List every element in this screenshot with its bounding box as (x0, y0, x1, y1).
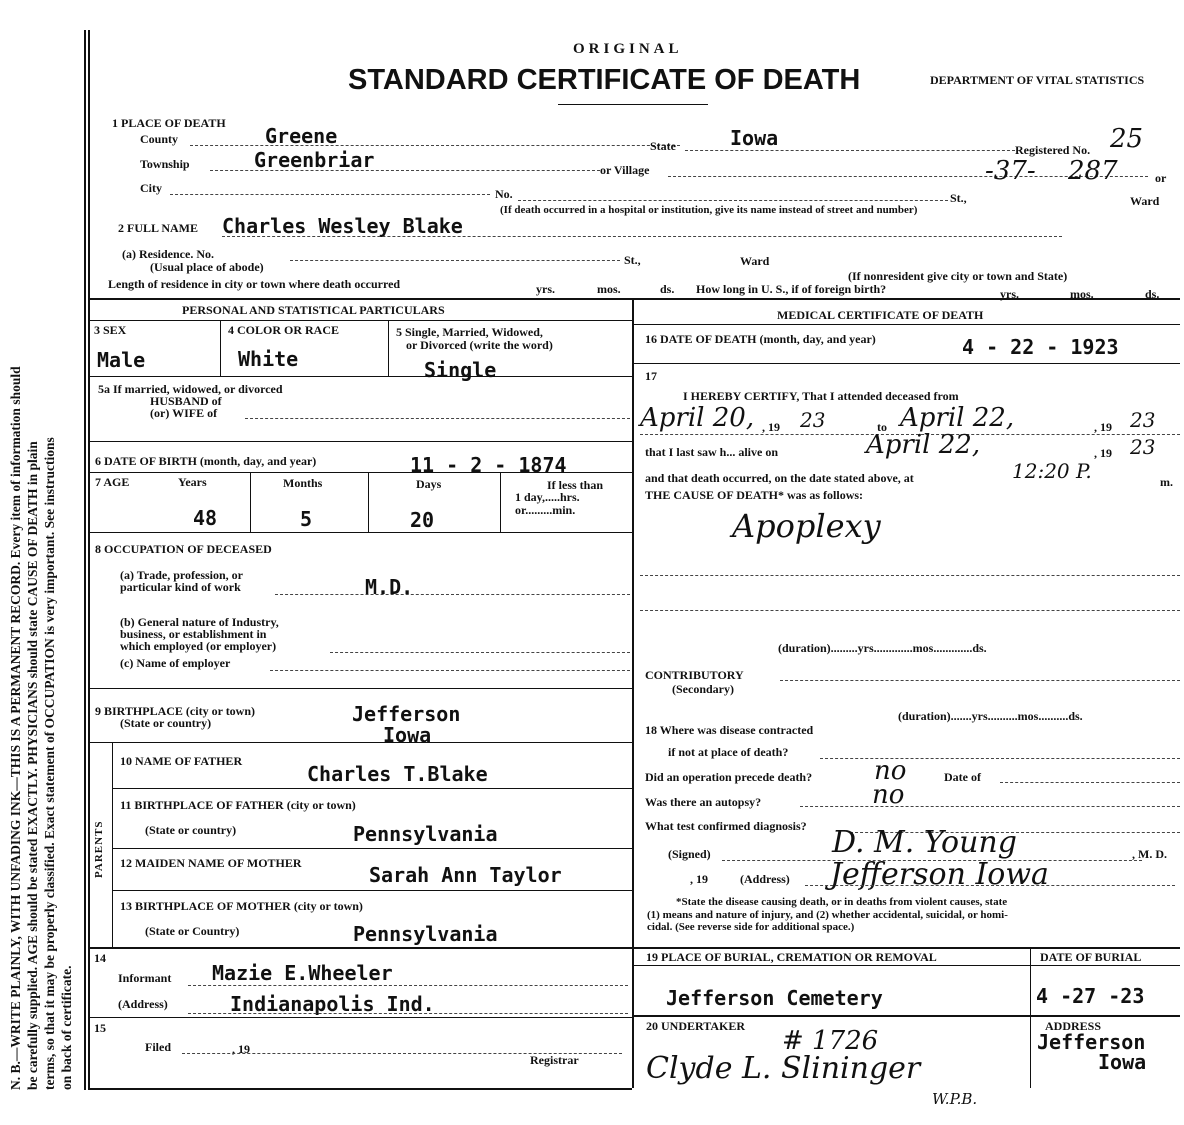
sign-address-label: (Address) (740, 872, 790, 886)
occupation-label: 8 OCCUPATION OF DECEASED (95, 542, 272, 556)
duration-label: (duration).........yrs.............mos.............ds. (778, 641, 987, 655)
age-days: 20 (410, 508, 435, 532)
lessthan-label-3: or.........min. (515, 503, 576, 517)
months-label: Months (283, 476, 323, 490)
from-19: , 19 (762, 420, 780, 434)
full-name-value: Charles Wesley Blake (222, 214, 463, 238)
undertaker-address-2: Iowa (1098, 1050, 1147, 1074)
age-years: 48 (193, 506, 218, 530)
attended-from: April 20, (640, 403, 755, 433)
mother-bp-label: 13 BIRTHPLACE OF MOTHER (city or town) (120, 899, 363, 913)
nonresident-label: (If nonresident give city or town and State) (848, 269, 1068, 283)
father-label: 10 NAME OF FATHER (120, 754, 243, 768)
informant-address-label: (Address) (118, 997, 168, 1011)
attended-to: April 22, (900, 403, 1015, 433)
hospital-note: (If death occurred in a hospital or institution, give its name instead of street and number) (500, 204, 918, 216)
registered-label: Registered No. (1015, 143, 1091, 157)
state-field-label: State (650, 139, 676, 153)
secondary-label: (Secondary) (672, 682, 734, 696)
cause-label: THE CAUSE OF DEATH* was as follows: (645, 488, 864, 502)
dob-label: 6 DATE OF BIRTH (month, day, and year) (95, 454, 317, 468)
note-2: (1) means and nature of injury, and (2) whether accidental, suicidal, or homi- (647, 909, 1008, 921)
employer-label: (c) Name of employer (120, 656, 231, 670)
county-value: Greene (265, 124, 338, 148)
not-at-place: if not at place of death? (668, 745, 789, 759)
certificate-title: STANDARD CERTIFICATE OF DEATH (348, 64, 861, 96)
undertaker-signature: Clyde L. Slininger (646, 1051, 921, 1086)
medical-heading: MEDICAL CERTIFICATE OF DEATH (777, 308, 984, 322)
spouse-label-3: (or) WIFE of (150, 406, 218, 420)
length-mos: mos. (597, 282, 621, 296)
industry-label-1: (b) General nature of Industry, (120, 615, 279, 629)
residence-st-label: St., (624, 253, 641, 267)
length-label: Length of residence in city or town where death occurred (108, 277, 401, 291)
cause-value: Apoplexy (732, 507, 881, 545)
registered-value: 25 (1110, 124, 1144, 154)
mother-label: 12 MAIDEN NAME OF MOTHER (120, 856, 302, 870)
trade-label-1: (a) Trade, profession, or (120, 568, 243, 582)
side-note-3: terms, so that it may be properly classified. Exact statement of OCCUPATION is very important. See instructions (42, 437, 57, 1090)
burial-place-value: Jefferson Cemetery (666, 986, 883, 1010)
registrar-label: Registrar (530, 1053, 579, 1067)
mother-bp-value: Pennsylvania (353, 922, 498, 946)
village-label: or Village (600, 163, 650, 177)
or-label: or (1155, 171, 1167, 185)
mother-bp-sub: (State or Country) (145, 924, 240, 938)
father-bp-label: 11 BIRTHPLACE OF FATHER (city or town) (120, 798, 356, 812)
industry-label-2: business, or establishment in (120, 627, 267, 641)
village-number: -37- (985, 156, 1036, 186)
days-label: Days (416, 477, 442, 491)
how-long-yrs: yrs. (1000, 287, 1019, 301)
birthplace-state: Iowa (383, 723, 432, 747)
state-value: Iowa (730, 126, 779, 150)
contributory-label: CONTRIBUTORY (645, 668, 744, 682)
residence-label: (a) Residence. No. (122, 247, 214, 261)
marital-value: Single (424, 358, 497, 382)
how-long-label: How long in U. S., if of foreign birth? (696, 282, 887, 296)
item-15: 15 (94, 1021, 106, 1035)
township-label: Township (140, 157, 190, 171)
original-label: ORIGINAL (573, 41, 683, 57)
item-14: 14 (94, 951, 106, 965)
dod-value: 4 - 22 - 1923 (962, 335, 1119, 359)
from-year: 23 (800, 408, 826, 432)
years-label: Years (178, 475, 207, 489)
item-18: 18 Where was disease contracted (645, 723, 814, 737)
side-note-4: on back of certificate. (59, 965, 74, 1090)
duration2-label: (duration).......yrs..........mos..........ds. (898, 709, 1083, 723)
physician-address: Jefferson Iowa (830, 857, 1049, 892)
lessthan-label-2: 1 day,.....hrs. (515, 490, 580, 504)
birthplace-label-2: (State or country) (120, 716, 212, 730)
test-label: What test confirmed diagnosis? (645, 819, 807, 833)
autopsy-value: no (872, 780, 905, 810)
place-heading: 1 PLACE OF DEATH (112, 116, 226, 130)
date-of-label: Date of (944, 770, 981, 784)
color-label: 4 COLOR OR RACE (228, 323, 340, 337)
sex-value: Male (97, 348, 146, 372)
village-number-2: 287 (1068, 156, 1118, 186)
residence-sub: (Usual place of abode) (150, 260, 264, 274)
father-value: Charles T.Blake (307, 762, 488, 786)
burial-date-value: 4 -27 -23 (1036, 984, 1145, 1008)
city-no-label: No. (495, 187, 513, 201)
undertaker-address-1: Jefferson (1037, 1030, 1146, 1054)
operation-value: no (874, 756, 907, 786)
age-months: 5 (300, 507, 313, 531)
father-bp-value: Pennsylvania (353, 822, 498, 846)
city-st-label: St., (950, 191, 967, 205)
county-label: County (140, 132, 179, 146)
side-note-2: be carefully supplied. AGE should be stated EXACTLY. PHYSICIANS should state CAUSE OF DEATH in plain (25, 441, 40, 1090)
length-ds: ds. (660, 282, 675, 296)
operation-label: Did an operation precede death? (645, 770, 813, 784)
spouse-label-1: 5a If married, widowed, or divorced (98, 382, 283, 396)
md-label: , M. D. (1132, 847, 1167, 861)
death-occurred-label: and that death occurred, on the date stated above, at (645, 471, 914, 485)
marital-label-2: or Divorced (write the word) (406, 338, 553, 352)
last-saw-19: , 19 (1094, 446, 1112, 460)
dept-label: DEPARTMENT OF VITAL STATISTICS (930, 73, 1145, 87)
marital-label: 5 Single, Married, Widowed, (396, 325, 543, 339)
last-saw-year: 23 (1130, 435, 1156, 459)
to-year: 23 (1130, 408, 1156, 432)
trade-label-2: particular kind of work (120, 580, 241, 594)
signed-label: (Signed) (668, 847, 711, 861)
to-label: to (877, 420, 887, 434)
spouse-label-2: HUSBAND of (150, 394, 222, 408)
personal-heading: PERSONAL AND STATISTICAL PARTICULARS (182, 303, 445, 317)
last-saw-label: that I last saw h... alive on (645, 445, 779, 459)
physician-signature: D. M. Young (832, 825, 1017, 860)
father-bp-sub: (State or country) (145, 823, 237, 837)
filed-19: , 19 (232, 1042, 250, 1056)
parents-label: PARENTS (93, 820, 105, 878)
informant-label: Informant (118, 971, 172, 985)
industry-label-3: which employed (or employer) (120, 639, 277, 653)
death-time: 12:20 P. (1012, 459, 1092, 483)
m-label: m. (1160, 475, 1173, 489)
how-long-mos: mos. (1070, 287, 1094, 301)
undertaker-label: 20 UNDERTAKER (646, 1019, 746, 1033)
item-17: 17 (645, 369, 657, 383)
certify-text: I HEREBY CERTIFY, That I attended deceased from (683, 389, 959, 403)
birthplace-label-1: 9 BIRTHPLACE (city or town) (95, 704, 256, 718)
autopsy-label: Was there an autopsy? (645, 795, 762, 809)
sign-19: , 19 (690, 872, 708, 886)
city-label: City (140, 181, 162, 195)
informant-address: Indianapolis Ind. (230, 992, 435, 1016)
how-long-ds: ds. (1145, 287, 1160, 301)
lessthan-label-1: If less than (547, 478, 604, 492)
color-value: White (238, 347, 299, 371)
note-3: cidal. (See reverse side for additional space.) (647, 921, 855, 933)
city-ward-label: Ward (1130, 194, 1160, 208)
undertaker-address-label: ADDRESS (1045, 1019, 1102, 1033)
note-1: *State the disease causing death, or in deaths from violent causes, state (676, 896, 1008, 908)
burial-date-label: DATE OF BURIAL (1040, 950, 1142, 964)
undertaker-initials: W.P.B. (932, 1090, 978, 1108)
length-yrs: yrs. (536, 282, 555, 296)
to-19: , 19 (1094, 420, 1112, 434)
full-name-label: 2 FULL NAME (118, 221, 199, 235)
township-value: Greenbriar (254, 148, 375, 172)
informant-value: Mazie E.Wheeler (212, 961, 393, 985)
residence-ward-label: Ward (740, 254, 770, 268)
dod-label: 16 DATE OF DEATH (month, day, and year) (645, 332, 876, 346)
burial-place-label: 19 PLACE OF BURIAL, CREMATION OR REMOVAL (646, 950, 937, 964)
side-note-1: N. B.—WRITE PLAINLY, WITH UNFADING INK—THIS IS A PERMANENT RECORD. Every item of information should (8, 366, 23, 1090)
age-label: 7 AGE (95, 475, 130, 489)
birthplace-city: Jefferson (352, 702, 461, 726)
trade-value: M.D. (365, 575, 414, 599)
last-saw-date: April 22, (866, 430, 981, 460)
mother-value: Sarah Ann Taylor (369, 863, 562, 887)
filed-label: Filed (145, 1040, 171, 1054)
sex-label: 3 SEX (94, 323, 127, 337)
dob-value: 11 - 2 - 1874 (410, 453, 567, 477)
undertaker-number: # 1726 (782, 1026, 879, 1056)
